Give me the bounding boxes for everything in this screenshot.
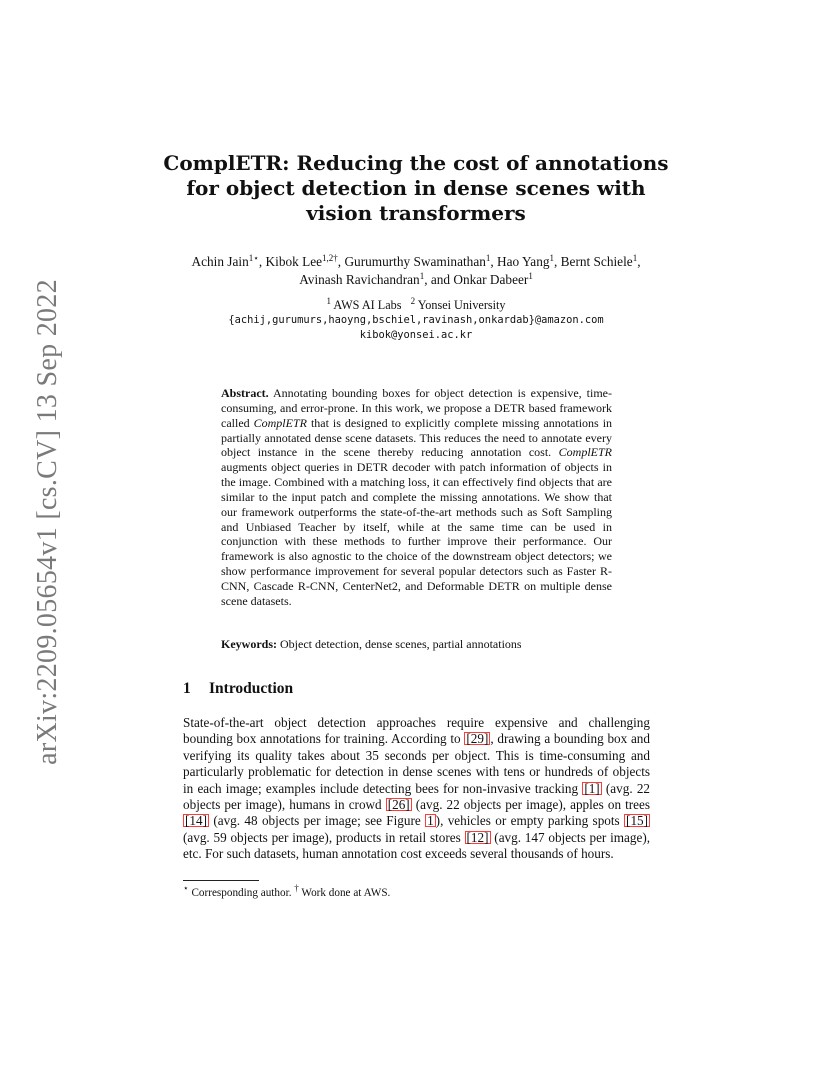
author-affiliation-mark: 1⋆: [248, 253, 259, 263]
email-amazon: {achij,gurumurs,haoyng,bschiel,ravinash,onkardab}@amazon.com: [228, 314, 604, 326]
email-yonsei: kibok@yonsei.ac.kr: [359, 329, 473, 341]
keywords: [221, 637, 612, 652]
affiliation-aws: AWS AI Labs: [333, 298, 402, 312]
author-name: Hao Yang: [497, 254, 550, 269]
body-text: (avg. 22 objects per image), apples on trees: [415, 797, 650, 813]
arxiv-side-identifier: arXiv:2209.05654v1 [cs.CV] 13 Sep 2022: [32, 279, 63, 765]
affiliation-yonsei: Yonsei University: [417, 298, 506, 312]
abstract-text: that is designed to explicitly complete missing annotations in partially annotated dense scene datasets. This reduces the need to annotate every object instance in the scene thereby reducing annotation cost.: [221, 415, 613, 460]
author-name: Bernt Schiele: [560, 254, 633, 269]
citation-link[interactable]: [12]: [466, 829, 489, 845]
affiliations: [180, 298, 652, 343]
keywords-text: Object detection, dense scenes, partial annotations: [280, 637, 522, 651]
citation-link[interactable]: [29]: [466, 731, 489, 747]
author-name: Kibok Lee: [265, 254, 323, 269]
author-name: Gurumurthy Swaminathan: [344, 254, 486, 269]
affiliation-line: [180, 298, 652, 313]
section-number: 1: [183, 680, 191, 697]
introduction-paragraph: [183, 715, 650, 863]
citation-link[interactable]: [14]: [185, 813, 207, 829]
abstract-text: Annotating bounding boxes for object detection is expensive, time-consuming, and error-prone. In this work, we propose a DETR based framework called: [221, 386, 612, 430]
footnote-mark: †: [294, 883, 299, 893]
keywords-label: Keywords:: [221, 637, 277, 651]
method-name: ComplETR: [253, 415, 307, 430]
figure-link[interactable]: 1: [427, 813, 434, 829]
author-list: Achin Jain$^{1⋆}$, Kibok Lee$^{1,2\dagger}$, Gurumurthy Swaminathan$^1$, Hao Yang$^1$, Bernt Schiele$^1$, Avinash Ravichandran$^1$, and Onkar Dabeer$^1$: [191, 253, 641, 287]
footnote-text: Work done at AWS.: [301, 887, 391, 899]
body-text: , drawing a bounding box and verifying its quality takes about 35 seconds per object. This is time-consuming and particularly problematic for detection in dense scenes with tens or hundreds of objects in each image; examples include detecting bees for non-invasive tracking: [183, 731, 650, 796]
body-text: (avg. 59 objects per image), products in retail stores: [183, 829, 461, 845]
author-affiliation-mark: 1: [549, 253, 555, 263]
abstract-text: augments object queries in DETR decoder with patch information of objects in the image. Combined with a matching loss, it can effectively find objects that are similar to the input patch and complete the missing annotations. We show that our framework outperforms the state-of-the-art methods such as Soft Sampling and Unbiased Teacher by itself, while at the same time can be used in conjunction with these methods to further improve their performance. Our framework is also agnostic to the choice of the downstream object detectors; we show performance improvement for several popular detectors such as Faster R-CNN, Cascade R-CNN, CenterNet2, and Deformable DETR on multiple dense scene datasets.: [221, 460, 612, 608]
author-name: Achin Jain: [191, 254, 249, 269]
affiliation-mark: 1: [326, 296, 331, 306]
body-text: ), vehicles or empty parking spots: [435, 813, 620, 829]
abstract-label: Abstract.: [221, 386, 269, 400]
author-affiliation-mark: 1: [419, 271, 425, 281]
author-name: Onkar Dabeer: [453, 272, 529, 287]
body-text: State-of-the-art object detection approaches require expensive and challenging bounding box annotations for training. According to: [183, 715, 650, 747]
citation-link[interactable]: [1]: [584, 780, 600, 796]
citation-link[interactable]: [15]: [626, 813, 649, 829]
paper-title: ComplETR: Reducing the cost of annotations for object detection in dense scenes with vision transformers: [163, 151, 669, 225]
abstract: [221, 386, 612, 609]
footnote-text: Corresponding author.: [191, 887, 292, 899]
section-title: Introduction: [209, 680, 294, 697]
body-text: (avg. 22 objects per image), humans in crowd: [183, 780, 651, 813]
body-text: (avg. 147 objects per image), etc. For such datasets, human annotation cost exceeds several thousands of hours.: [183, 829, 651, 862]
author-affiliation-mark: 1: [632, 253, 638, 263]
author-affiliation-mark: 1,2†: [322, 253, 338, 263]
method-name: ComplETR: [558, 445, 613, 460]
footnote-rule: [183, 880, 259, 881]
footnote-mark: ⋆: [183, 883, 189, 893]
author-affiliation-mark: 1: [485, 253, 491, 263]
citation-link[interactable]: [26]: [387, 797, 410, 813]
footnote: [183, 883, 650, 900]
section-heading: [183, 680, 293, 698]
author-affiliation-mark: 1: [528, 271, 533, 281]
affiliation-mark: 2: [410, 296, 416, 306]
author-name: Avinash Ravichandran: [299, 272, 420, 287]
body-text: (avg. 48 objects per image; see Figure: [213, 813, 421, 829]
